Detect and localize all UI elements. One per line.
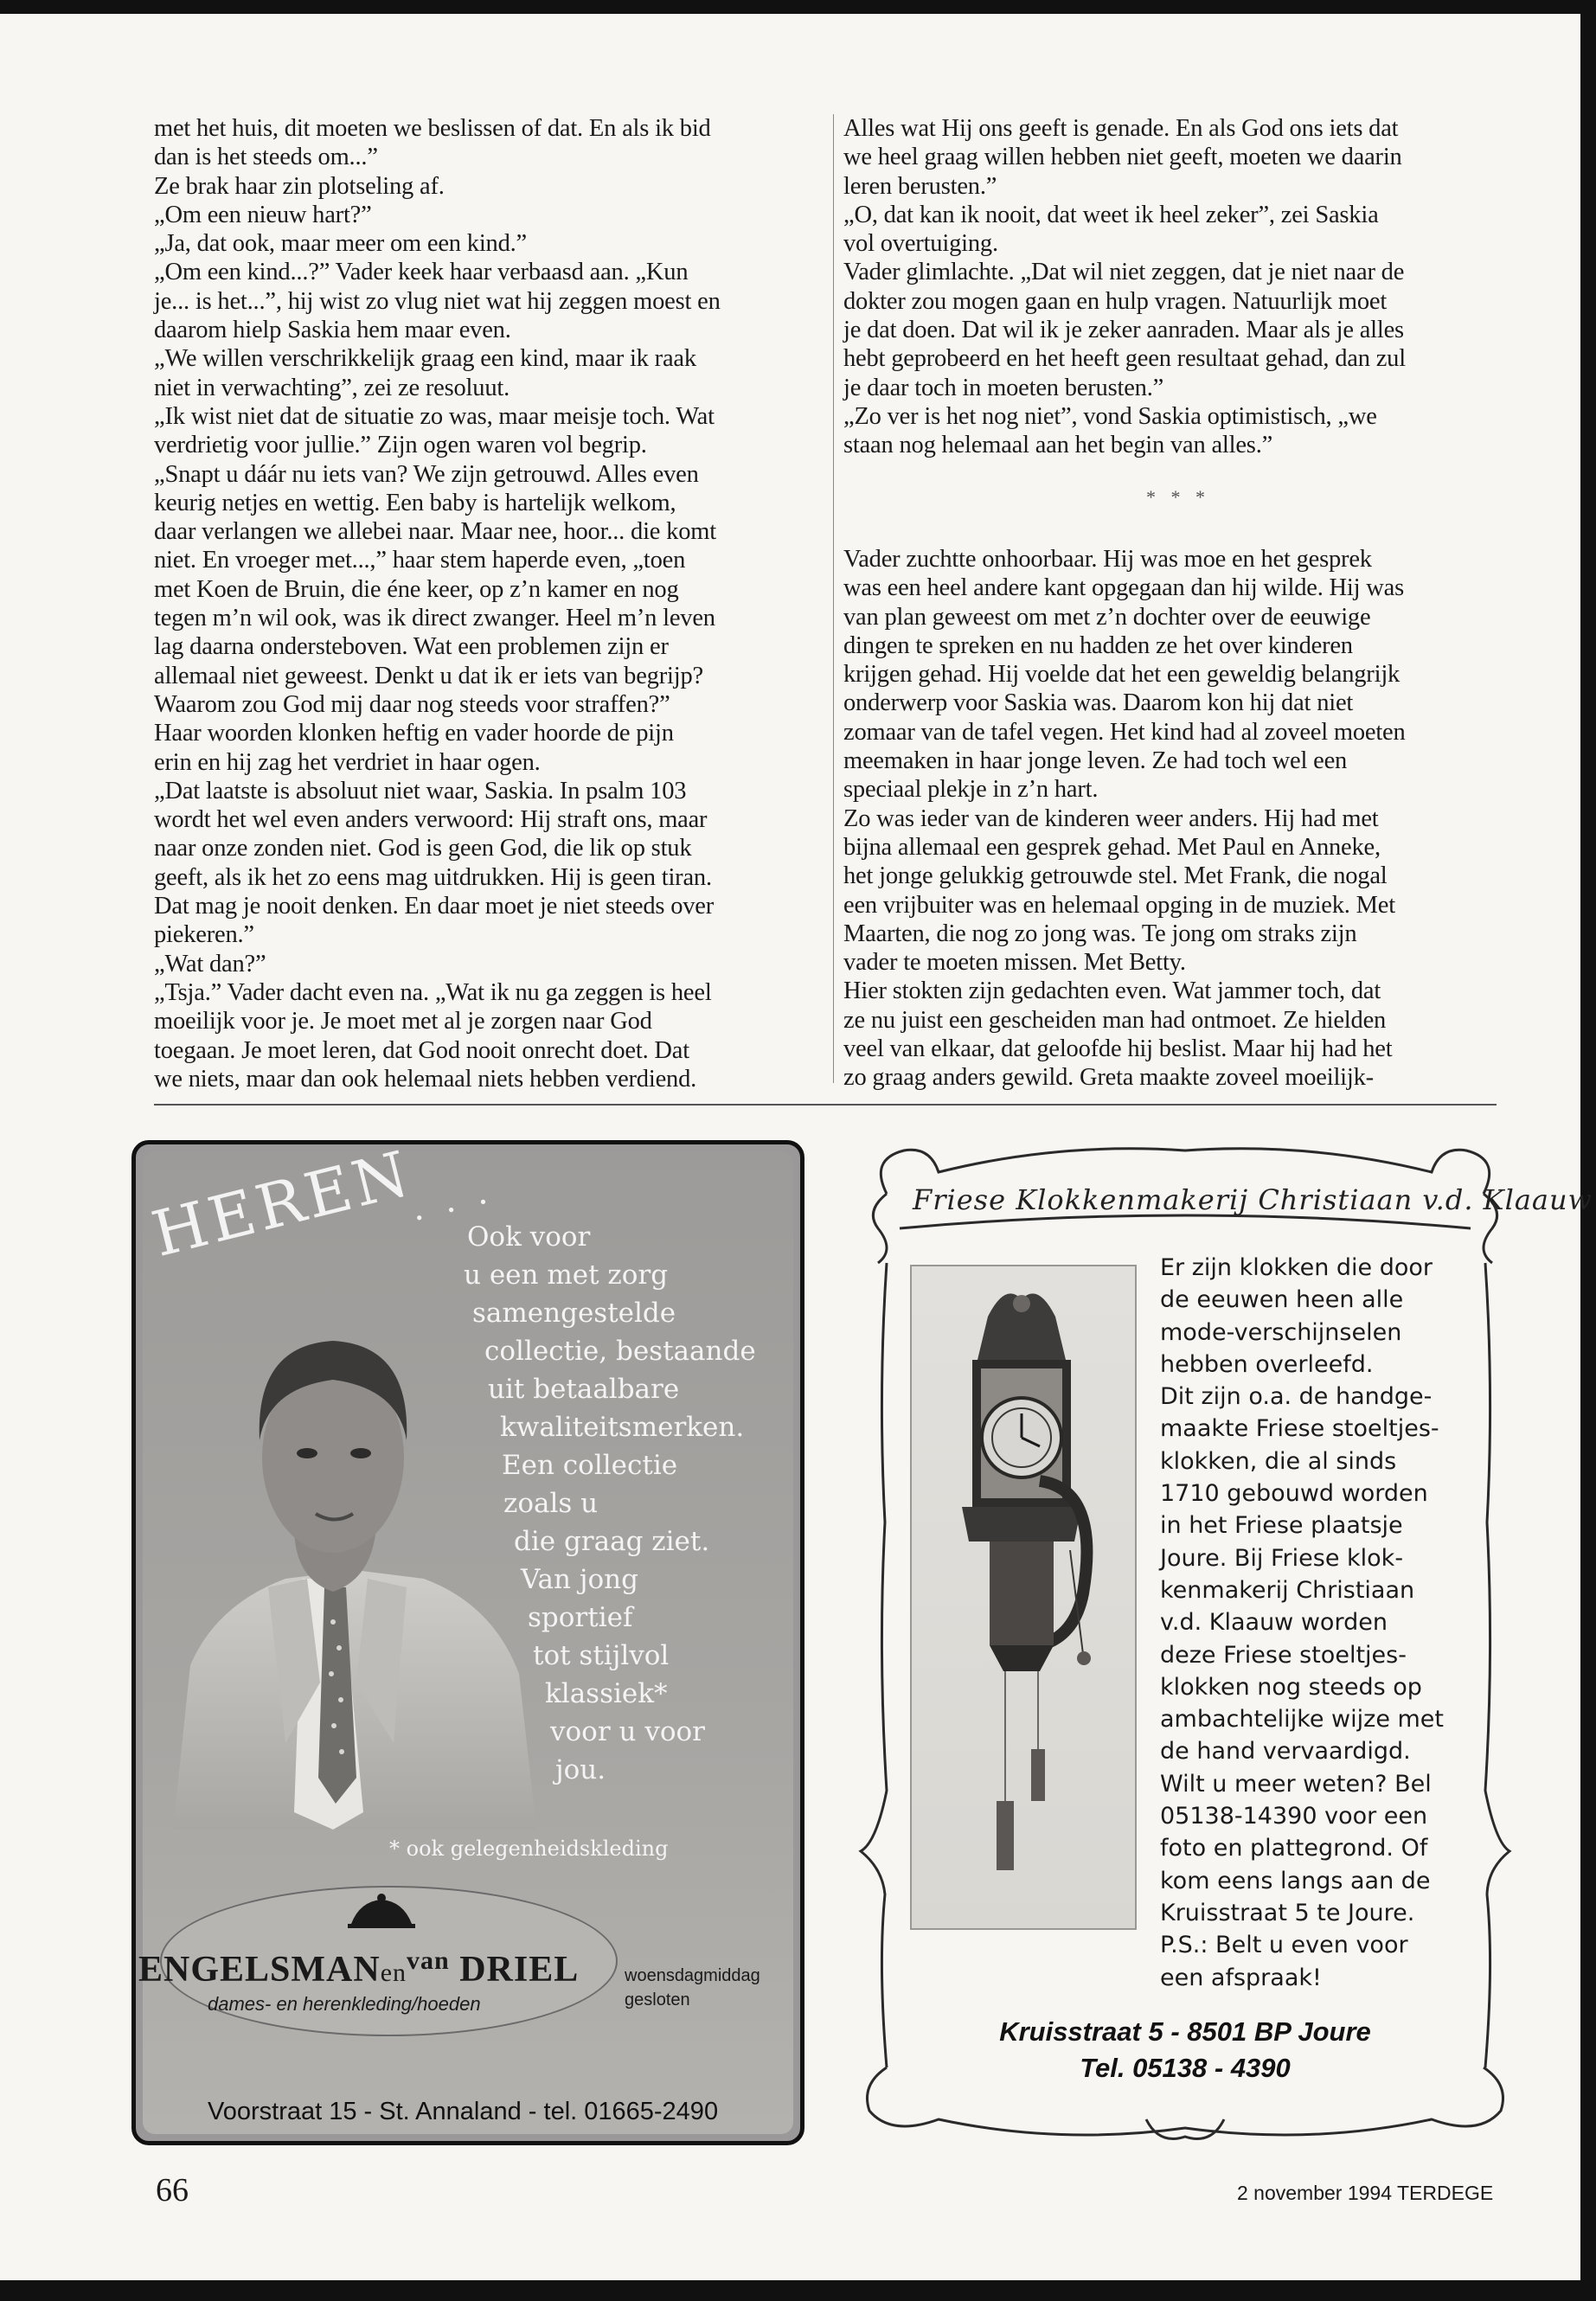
section-separator: * * * xyxy=(1146,486,1210,508)
article-line: vader te moeten missen. Met Betty. xyxy=(843,949,1186,977)
ad-copy-line: Dit zijn o.a. de handge- xyxy=(1160,1383,1433,1411)
ad-copy-line: 05138-14390 voor een xyxy=(1160,1803,1428,1830)
ad-copy-line: kwaliteitsmerken. xyxy=(500,1412,745,1443)
article-line: bijna allemaal een gesprek gehad. Met Paul en Anneke, xyxy=(843,833,1381,861)
article-right-column-bottom xyxy=(843,545,1501,1093)
article-line: verdrietig voor jullie.” Zijn ogen waren vol begrip. xyxy=(154,432,647,459)
article-line: veel van elkaar, dat geloofde hij beslist. Maar hij had het xyxy=(843,1035,1393,1063)
article-line: geeft, als ik het zo eens mag uitdrukken. Hij is geen tiran. xyxy=(154,863,712,891)
article-line: naar onze zonden niet. God is geen God, die lik op stuk xyxy=(154,835,692,862)
article-line: speciaal plekje in z’n hart. xyxy=(843,776,1099,804)
ad-copy-line: kom eens langs aan de xyxy=(1160,1867,1431,1894)
ad-copy-line: een afspraak! xyxy=(1160,1964,1322,1991)
article-line: dingen te spreken en nu hadden ze het over kinderen xyxy=(843,631,1353,659)
ad-copy-line: klokken nog steeds op xyxy=(1160,1673,1422,1701)
ad-copy-line: die graag ziet. xyxy=(514,1526,710,1557)
article-line: „Dat laatste is absoluut niet waar, Saskia. In psalm 103 xyxy=(154,777,687,804)
article-line: „Snapt u dáár nu iets van? We zijn getrouwd. Alles even xyxy=(154,460,699,488)
ad-copy-line: hebben overleefd. xyxy=(1160,1350,1374,1378)
article-line: „Tsja.” Vader dacht even na. „Wat ik nu ga zeggen is heel xyxy=(154,978,712,1006)
ad-copy-line: Wilt u meer weten? Bel xyxy=(1160,1770,1432,1798)
article-line: „Om een nieuw hart?” xyxy=(154,201,372,228)
ad-clothing-footnote: * ook gelegenheidskleding xyxy=(389,1836,669,1861)
logo-name-driel: DRIEL xyxy=(459,1950,580,1990)
clockmaker-street: Kruisstraat 5 - 8501 BP Joure xyxy=(999,2016,1371,2047)
article-line: allemaal niet geweest. Denkt u dat ik er iets van begrijp? xyxy=(154,662,703,689)
ad-copy-line: Er zijn klokken die door xyxy=(1160,1254,1433,1281)
ad-copy-line: 1710 gebouwd worden xyxy=(1160,1480,1428,1508)
article-line: moeilijk voor je. Je moet met al je zorgen naar God xyxy=(154,1008,652,1035)
article-line: vol overtuiging. xyxy=(843,230,998,258)
article-line: daar verlangen we allebei naar. Maar nee, hoor... die komt xyxy=(154,518,716,546)
ad-clocks-copy xyxy=(1160,1252,1480,1994)
article-line: ze nu juist een gescheiden man had ontmoet. Ze hielden xyxy=(843,1006,1387,1034)
ad-copy-line: Een collectie xyxy=(502,1450,678,1481)
article-line: „O, dat kan ik nooit, dat weet ik heel zeker”, zei Saskia xyxy=(843,201,1379,228)
stoeltjesklok-photo xyxy=(910,1265,1133,1926)
ad-copy-line: in het Friese plaatsje xyxy=(1160,1512,1403,1540)
article-line: toegaan. Je moet leren, dat God nooit onrecht doet. Dat xyxy=(154,1036,689,1064)
article-left-column xyxy=(154,114,790,1093)
ad-copy-line: collectie, bestaande xyxy=(484,1336,756,1367)
ad-copy-line: zoals u xyxy=(503,1488,599,1519)
logo-name-van: van xyxy=(407,1946,450,1975)
ad-copy-line: kenmakerij Christiaan xyxy=(1160,1576,1415,1604)
clockmaker-address xyxy=(952,2014,1419,2086)
clockmaker-phone: Tel. 05138 - 4390 xyxy=(1080,2053,1291,2083)
article-line: een vrijbuiter was en helemaal opging in de muziek. Met xyxy=(843,891,1395,919)
closed-line-2: gesloten xyxy=(625,1990,690,2009)
article-line: keurig netjes en wettig. Een baby is hartelijk welkom, xyxy=(154,489,676,516)
column-divider xyxy=(833,114,834,1083)
article-line: niet. En vroeger met...,” haar stem haperde even, „toen xyxy=(154,547,686,574)
article-line: we heel graag willen hebben niet geeft, moeten we daarin xyxy=(843,144,1402,171)
ad-copy-line: Joure. Bij Friese klok- xyxy=(1160,1544,1404,1572)
article-line: Alles wat Hij ons geeft is genade. En als God ons iets dat xyxy=(843,115,1399,142)
ad-copy-line: de eeuwen heen alle xyxy=(1160,1286,1404,1314)
ad-copy-line: sportief xyxy=(528,1602,633,1633)
ad-copy-line: tot stijlvol xyxy=(533,1640,670,1671)
clock-pendulum xyxy=(1077,1651,1091,1665)
article-line: je... is het...”, hij wist zo vlug niet wat hij zeggen moest en xyxy=(154,287,721,315)
clockmaker-name: Friese Klokkenmakerij Christiaan v.d. Klaauw xyxy=(913,1183,1593,1216)
store-address: Voorstraat 15 - St. Annaland - tel. 01665-2490 xyxy=(208,2098,719,2125)
article-line: je daar toch in moeten berusten.” xyxy=(843,374,1164,401)
ad-copy-line: deze Friese stoeltjes- xyxy=(1160,1641,1407,1669)
article-line: „Zo ver is het nog niet”, vond Saskia optimistisch, „we xyxy=(843,402,1377,430)
article-right-column-top xyxy=(843,114,1501,460)
article-line: je dat doen. Dat wil ik je zeker aanraden. Maar als je alles xyxy=(843,317,1404,344)
article-line: met het huis, dit moeten we beslissen of dat. En als ik bid xyxy=(154,115,711,142)
ad-clothing-copy xyxy=(464,1218,813,1789)
ad-copy-line: u een met zorg xyxy=(464,1259,669,1291)
article-line: zo graag anders gewild. Greta maakte zoveel moeilijk- xyxy=(843,1064,1374,1092)
article-line: hebt geprobeerd en het heeft geen resultaat gehad, dan zul xyxy=(843,345,1406,373)
article-line: „Om een kind...?” Vader keek haar verbaasd aan. „Kun xyxy=(154,259,689,286)
article-line: Dat mag je nooit denken. En daar moet je niet steeds over xyxy=(154,893,715,920)
ad-copy-line: klassiek* xyxy=(545,1678,668,1709)
article-line: leren berusten.” xyxy=(843,172,997,200)
article-line: dan is het steeds om...” xyxy=(154,144,378,171)
clock-weight xyxy=(997,1801,1014,1870)
store-logo-name xyxy=(138,1946,579,1990)
crest-icon xyxy=(343,1893,420,1931)
article-line: krijgen gehad. Hij voelde dat het een geweldig belangrijk xyxy=(843,661,1401,689)
article-line: „Ja, dat ook, maar meer om een kind.” xyxy=(154,230,528,258)
article-line: tegen m’n wil ook, was ik direct zwanger. Heel m’n leven xyxy=(154,605,715,632)
article-line: onderwerp voor Saskia was. Daarom kon hij dat niet xyxy=(843,689,1354,717)
article-line: „Wat dan?” xyxy=(154,950,266,977)
logo-name-engelsman: ENGELSMAN xyxy=(138,1950,381,1990)
ad-copy-line: uit betaalbare xyxy=(488,1374,680,1405)
article-line: we niets, maar dan ook helemaal niets hebben verdiend. xyxy=(154,1065,697,1093)
article-line: van plan geweest om met z’n dochter over de eeuwige xyxy=(843,603,1371,631)
article-line: Maarten, die nog zo jong was. Te jong om straks zijn xyxy=(843,920,1357,947)
article-bottom-rule xyxy=(154,1104,1497,1106)
ad-copy-line: mode-verschijnselen xyxy=(1160,1318,1402,1346)
ad-copy-line: P.S.: Belt u even voor xyxy=(1160,1932,1408,1959)
ad-copy-line: Van jong xyxy=(521,1564,638,1595)
scan-edge-right xyxy=(1580,0,1596,2301)
article-line: het jonge gelukkig getrouwde stel. Met Frank, die nogal xyxy=(843,862,1388,890)
article-line: „Ik wist niet dat de situatie zo was, maar meisje toch. Wat xyxy=(154,402,715,430)
article-line: Ze brak haar zin plotseling af. xyxy=(154,172,445,200)
article-line: piekeren.” xyxy=(154,921,254,949)
opening-hours-note xyxy=(625,1964,760,2012)
article-line: wordt het wel even anders verwoord: Hij straft ons, maar xyxy=(154,806,708,834)
ad-copy-line: Ook voor xyxy=(467,1221,591,1253)
scan-edge-top xyxy=(0,0,1596,14)
issue-date: 2 november 1994 TERDEGE xyxy=(1237,2182,1494,2204)
ad-copy-line: voor u voor xyxy=(550,1716,705,1747)
ad-copy-line: Kruisstraat 5 te Joure. xyxy=(1160,1899,1415,1926)
closed-line-1: woensdagmiddag xyxy=(625,1966,760,1985)
ad-copy-line: klokken, die al sinds xyxy=(1160,1447,1397,1475)
article-line: Vader zuchtte onhoorbaar. Hij was moe en het gesprek xyxy=(843,546,1372,573)
article-line: Haar woorden klonken heftig en vader hoorde de pijn xyxy=(154,720,674,747)
article-line: met Koen de Bruin, die éne keer, op z’n kamer en nog xyxy=(154,575,679,603)
clock-stool xyxy=(962,1507,1081,1541)
store-logo-subtitle: dames- en herenkleding/hoeden xyxy=(208,1993,481,2015)
ad-copy-line: ambachtelijke wijze met xyxy=(1160,1706,1445,1734)
article-line: Hier stokten zijn gedachten even. Wat jammer toch, dat xyxy=(843,977,1381,1005)
article-line: erin en hij zag het verdriet in haar ogen. xyxy=(154,748,541,776)
article-line: lag daarna ondersteboven. Wat een problemen zijn er xyxy=(154,633,669,661)
ad-headline: HEREN xyxy=(144,1136,420,1271)
article-line: zomaar van de tafel vegen. Het kind had al zoveel moeten xyxy=(843,718,1406,746)
ad-copy-line: foto en plattegrond. Of xyxy=(1160,1835,1428,1862)
page-number: 66 xyxy=(156,2172,189,2208)
article-line: was een heel andere kant opgegaan dan hij wilde. Hij was xyxy=(843,574,1405,602)
article-line: dokter zou mogen gaan en hulp vragen. Natuurlijk moet xyxy=(843,287,1388,315)
article-line: Waarom zou God mij daar nog steeds voor straffen?” xyxy=(154,690,670,718)
article-line: daarom hielp Saskia hem maar even. xyxy=(154,317,511,344)
ad-copy-line: jou. xyxy=(555,1754,606,1785)
ad-headline-dots: . . . xyxy=(407,1168,497,1229)
article-line: Vader glimlachte. „Dat wil niet zeggen, dat je niet naar de xyxy=(843,259,1405,286)
article-line: Zo was ieder van de kinderen weer anders. Hij had met xyxy=(843,804,1379,832)
scan-edge-bottom xyxy=(0,2280,1596,2301)
article-line: „We willen verschrikkelijk graag een kind, maar ik raak xyxy=(154,345,696,373)
ad-copy-line: v.d. Klaauw worden xyxy=(1160,1609,1388,1637)
ad-copy-line: de hand vervaardigd. xyxy=(1160,1738,1411,1766)
ad-copy-line: samengestelde xyxy=(472,1298,676,1329)
logo-name-en: en xyxy=(380,1958,407,1987)
article-line: meemaken in haar jonge leven. Ze had toch wel een xyxy=(843,747,1348,775)
ad-copy-line: maakte Friese stoeltjes- xyxy=(1160,1415,1439,1443)
article-line: staan nog helemaal aan het begin van alles.” xyxy=(843,432,1273,459)
article-line: niet in verwachting”, zei ze resoluut. xyxy=(154,374,510,401)
